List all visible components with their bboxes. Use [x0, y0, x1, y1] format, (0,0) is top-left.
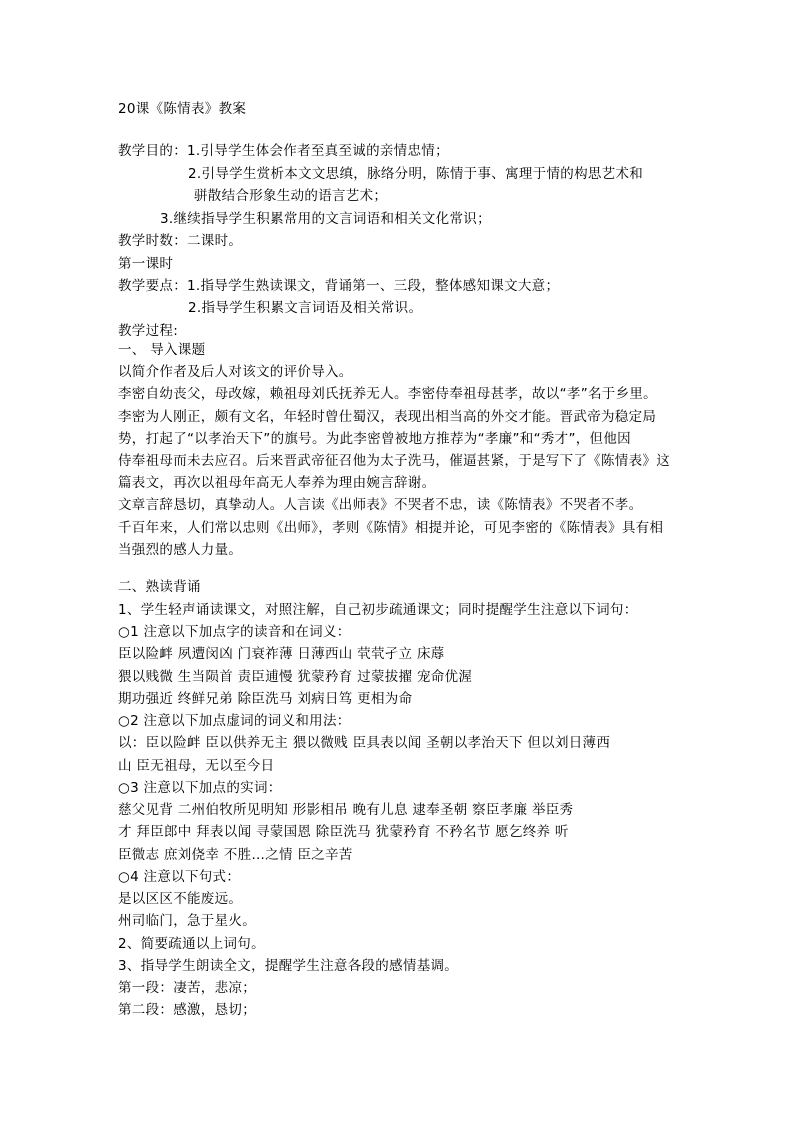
sentence-line: 州司临门，急于星火。	[118, 913, 256, 929]
vocab-line: 山 臣无祖母，无以至今日	[118, 758, 275, 774]
paragraph-line: 侍奉祖母而未去应召。后来晋武帝征召他为太子洗马，催逼甚紧，于是写下了《陈情表》这	[118, 453, 670, 469]
vocab-line: 以：臣以险衅 臣以供养无主 猥以微贱 臣具表以闻 圣朝以孝治天下 但以刘日薄西	[118, 735, 611, 751]
paragraph-line: 势，打起了“以孝治天下”的旗号。为此李密曾被地方推荐为“孝廉”和“秀才”，但他因	[118, 431, 631, 447]
sentence-line: 是以区区不能废远。	[118, 891, 243, 907]
objective-2-cont: 骈散结合形象生动的语言艺术；	[194, 188, 388, 204]
section-2-heading: 二、熟读背诵	[118, 579, 201, 595]
vocab-line: 臣微志 庶刘侥幸 不胜…之情 臣之辛苦	[118, 847, 353, 863]
step-2: 2、简要疏通以上词句。	[118, 936, 265, 952]
teaching-hours: 教学时数：二课时。	[118, 233, 243, 249]
paragraph-line: 李密自幼丧父，母改嫁，赖祖母刘氏抚养无人。李密侍奉祖母甚孝，故以“孝”名于乡里。	[118, 386, 657, 402]
paragraph-line: 篇表文，再次以祖母年高无人奉养为理由婉言辞谢。	[118, 475, 436, 491]
note-1-heading: ○1 注意以下加点字的读音和在词义：	[118, 624, 351, 640]
note-3-heading: ○3 注意以下加点的实词：	[118, 780, 282, 796]
step-1: 1、学生轻声诵读课文，对照注解，自己初步疏通课文；同时提醒学生注意以下词句：	[118, 602, 638, 618]
paragraph-line: 以简介作者及后人对该文的评价导入。	[118, 364, 353, 380]
note-4-heading: ○4 注意以下句式：	[118, 869, 241, 885]
vocab-line: 慈父见背 二州伯牧所见明知 形影相吊 晚有儿息 逮奉圣朝 察臣孝廉 举臣秀	[118, 802, 574, 818]
first-lesson-heading: 第一课时	[118, 256, 174, 272]
paragraph-line: 千百年来，人们常以忠则《出师》，孝则《陈情》相提并论，可见李密的《陈情表》具有相	[118, 520, 664, 536]
process-heading: 教学过程:	[118, 323, 179, 339]
objective-1: 教学目的：1.引导学生体会作者至真至诚的亲情忠情；	[118, 143, 449, 159]
tone-paragraph-1: 第一段：凄苦，悲凉；	[118, 980, 256, 996]
key-point-2: 2.指导学生积累文言词语及相关常识。	[188, 300, 423, 316]
paragraph-line: 文章言辞恳切，真挚动人。人言读《出师表》不哭者不忠，读《陈情表》不哭者不孝。	[118, 497, 643, 513]
step-3: 3、指导学生朗读全文，提醒学生注意各段的感情基调。	[118, 958, 459, 974]
key-point-1: 教学要点：1.指导学生熟读课文，背诵第一、三段，整体感知课文大意；	[118, 278, 560, 294]
vocab-line: 臣以险衅 夙遭闵凶 门衰祚薄 日薄西山 茕茕孑立 床蓐	[118, 646, 445, 662]
vocab-line: 期功强近 终鲜兄弟 除臣洗马 刘病日笃 更相为命	[118, 691, 413, 707]
vocab-line: 才 拜臣郎中 拜表以闻 寻蒙国恩 除臣洗马 犹蒙矜育 不矜名节 愿乞终养 听	[118, 824, 569, 840]
vocab-line: 猥以贱微 生当陨首 责臣逋慢 犹蒙矜育 过蒙拔擢 宠命优渥	[118, 669, 473, 685]
lesson-title: 20课《陈情表》教案	[118, 101, 247, 117]
objective-2: 2.引导学生赏析本文文思缜，脉络分明，陈情于事、寓理于情的构思艺术和	[188, 166, 644, 182]
note-2-heading: ○2 注意以下加点虚词的词义和用法：	[118, 713, 351, 729]
objective-3: 3.继续指导学生积累常用的文言词语和相关文化常识；	[160, 211, 491, 227]
tone-paragraph-2: 第二段：感激，恳切；	[118, 1002, 256, 1018]
paragraph-line: 李密为人刚正，颇有文名，年轻时曾仕蜀汉，表现出相当高的外交才能。晋武帝为稳定局	[118, 409, 657, 425]
section-1-heading: 一、 导入课题	[118, 342, 206, 358]
paragraph-line: 当强烈的感人力量。	[118, 542, 243, 558]
